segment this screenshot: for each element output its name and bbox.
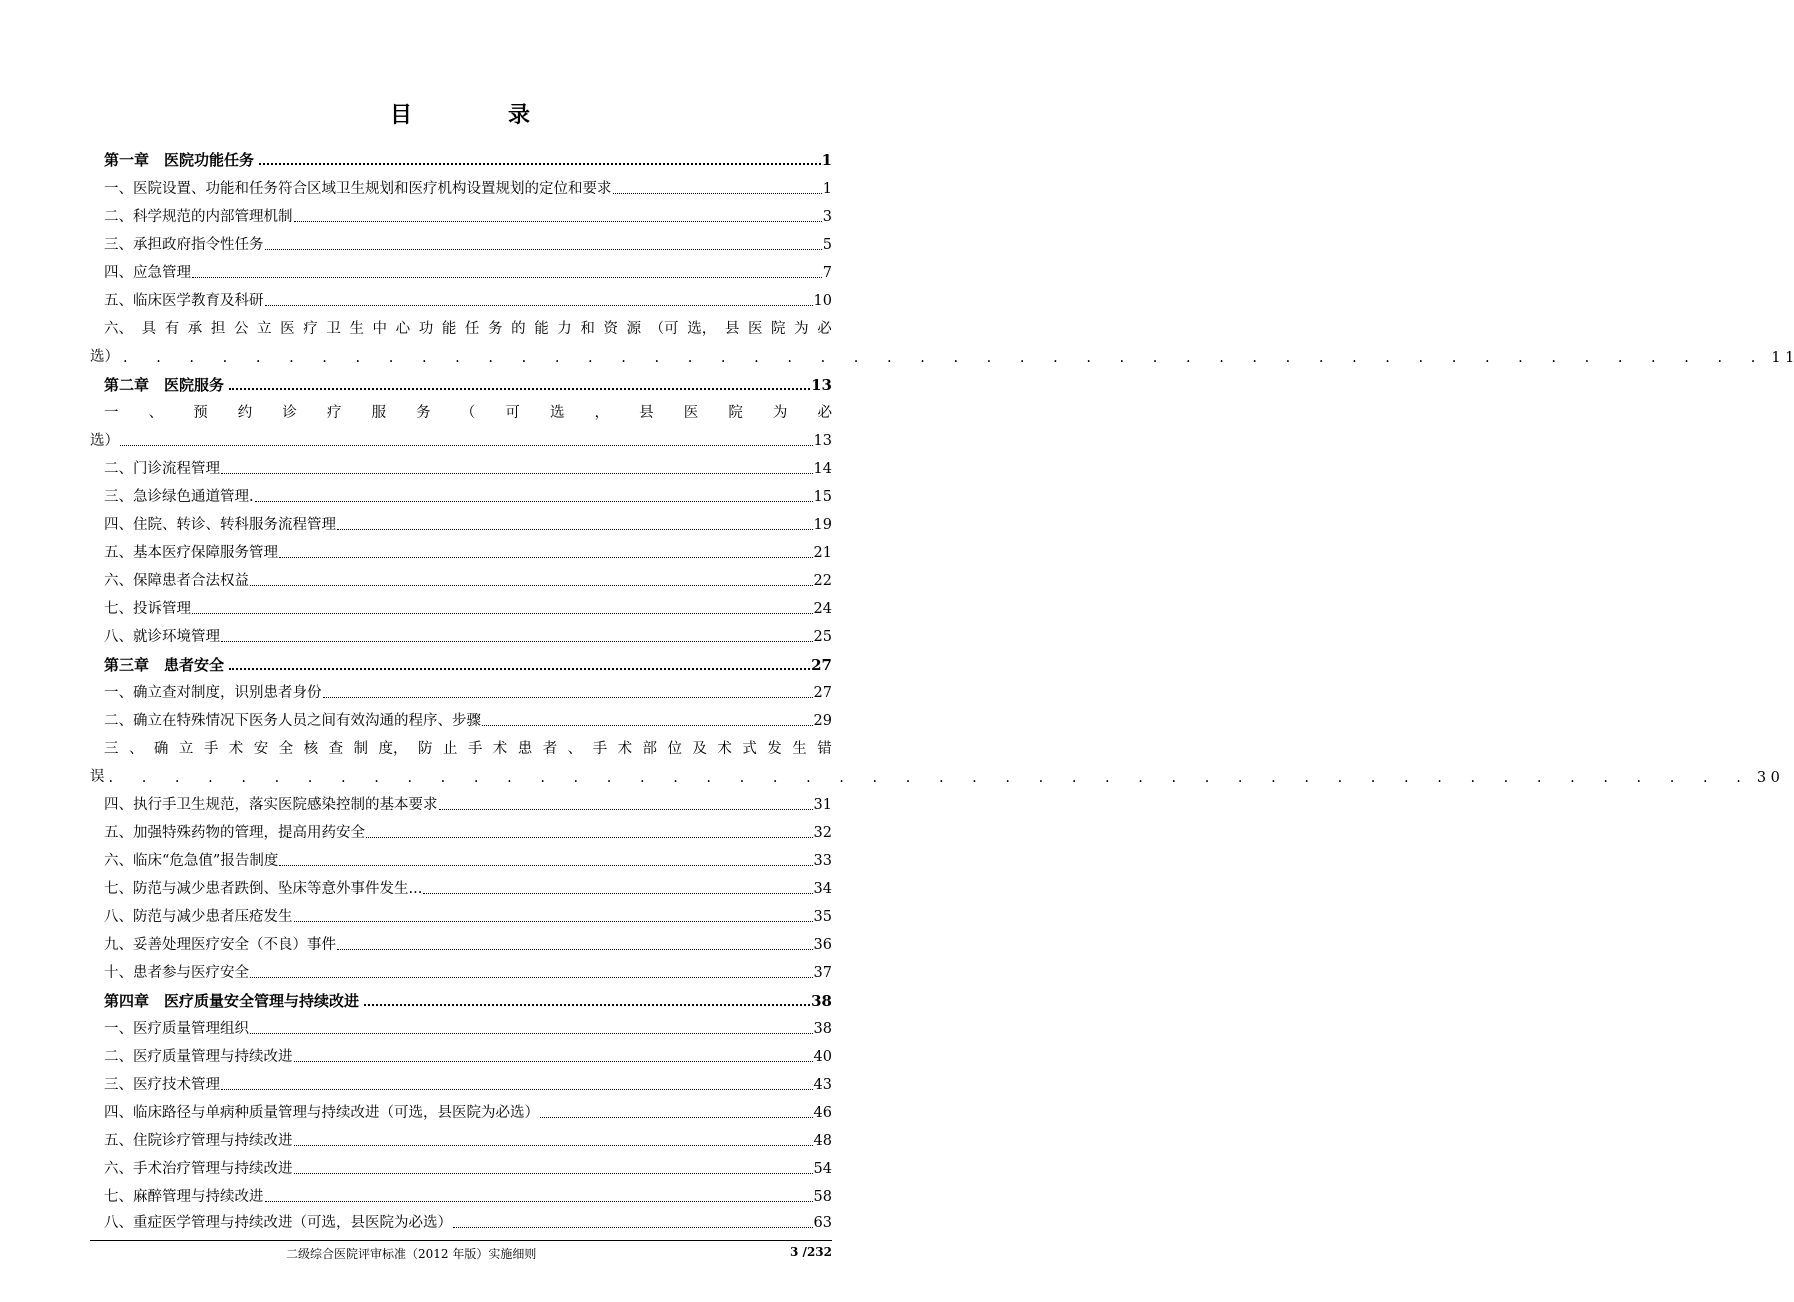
toc-label: 九、妥善处理医疗安全（不良）事件 <box>104 937 336 953</box>
justified-char: 、 <box>567 741 583 757</box>
toc-entry-continuation[interactable] <box>90 424 832 450</box>
leader-dots <box>250 585 813 586</box>
leader-dots <box>192 277 822 278</box>
justified-char: 查 <box>328 741 344 757</box>
toc-label: 七、麻醉管理与持续改进 <box>104 1189 264 1205</box>
justified-char: 错 <box>817 741 832 757</box>
leader-dots <box>250 977 813 978</box>
leader-dots <box>279 865 812 866</box>
toc-page: 37 <box>813 965 832 981</box>
toc-page: 1 1 <box>1771 350 1794 366</box>
leader-dots <box>294 221 822 222</box>
leader-dots <box>439 809 813 810</box>
toc-label: 选） <box>90 433 119 449</box>
toc-label: 五、加强特殊药物的管理，提高用药安全 <box>104 825 365 841</box>
justified-char: 生 <box>792 741 807 757</box>
toc-page: 13 <box>811 376 832 394</box>
toc-entry[interactable] <box>104 200 832 226</box>
toc-label: 第一章 医院功能任务 <box>104 151 255 169</box>
toc-entry[interactable] <box>104 788 832 814</box>
justified-char: 和 <box>580 321 595 337</box>
justified-char: 医 <box>747 321 763 337</box>
justified-char: 位 <box>667 741 682 757</box>
justified-char: 术 <box>492 741 508 757</box>
leader-dots: . . . . . . . . . . . . . . . . . . . . . . . . . . . . . . . . . . . . . . . . . . . . . . . . . . <box>123 350 1768 366</box>
leader-dots <box>265 1201 813 1202</box>
toc-label: 误 <box>90 769 105 785</box>
justified-char: （可 <box>649 321 679 337</box>
justified-char: 资 <box>603 321 618 337</box>
toc-page: 32 <box>813 825 832 841</box>
justified-char: 为 <box>772 405 788 421</box>
justified-char: 术 <box>617 741 633 757</box>
toc-label: 二、科学规范的内部管理机制 <box>104 209 293 225</box>
justified-char: 六、 <box>104 321 133 337</box>
justified-char: 、 <box>148 405 164 421</box>
toc-page: 58 <box>813 1189 832 1205</box>
justified-char: 确 <box>153 741 169 757</box>
justified-char: 能 <box>441 321 457 337</box>
justified-char: 度， <box>378 741 408 757</box>
toc-entry[interactable] <box>104 592 832 618</box>
toc-page: 3 <box>822 209 832 225</box>
toc-entry[interactable] <box>104 1096 832 1122</box>
toc-label: 二、医疗质量管理与持续改进 <box>104 1049 293 1065</box>
toc-page: 1 <box>822 181 832 197</box>
toc-label: 五、临床医学教育及科研 <box>104 293 264 309</box>
leader-dots <box>366 837 813 838</box>
justified-char: 任 <box>464 321 480 337</box>
toc-label: 八、防范与减少患者压疮发生 <box>104 909 293 925</box>
toc-page: 15 <box>813 489 832 505</box>
justified-char: 术 <box>228 741 244 757</box>
justified-char: 卫 <box>326 321 341 337</box>
leader-dots <box>259 163 821 165</box>
toc-entry[interactable] <box>104 928 832 954</box>
toc-label: 四、执行手卫生规范，落实医院感染控制的基本要求 <box>104 797 438 813</box>
page-footer <box>90 1240 832 1263</box>
leader-dots <box>453 1227 813 1228</box>
toc-chapter-3[interactable] <box>104 648 832 674</box>
justified-char: 心 <box>395 321 411 337</box>
justified-char: 手 <box>203 741 219 757</box>
justified-char: ， <box>594 405 610 421</box>
toc-entry-justified-line[interactable] <box>104 732 832 758</box>
toc-entry[interactable] <box>104 564 832 590</box>
justified-char: 部 <box>642 741 658 757</box>
leader-dots <box>221 1089 813 1090</box>
toc-page: 3 0 <box>1756 770 1780 786</box>
justified-char: 核 <box>303 741 319 757</box>
justified-char: 式 <box>742 741 757 757</box>
toc-entry[interactable] <box>104 228 832 254</box>
toc-page: 43 <box>813 1077 832 1093</box>
toc-page: 54 <box>813 1161 832 1177</box>
leader-dots <box>337 529 813 530</box>
leader-dots <box>279 557 813 558</box>
toc-page: 5 <box>822 237 832 253</box>
justified-char: 具 <box>141 321 157 337</box>
toc-page: 34 <box>813 881 832 897</box>
justified-char: 院 <box>771 321 786 337</box>
justified-char: 医 <box>683 405 699 421</box>
toc-label: 三、医疗技术管理 <box>104 1077 220 1093</box>
toc-entry[interactable] <box>104 704 832 730</box>
toc-page: 14 <box>813 461 832 477</box>
justified-char: 担 <box>210 321 226 337</box>
justified-char: 可 <box>505 405 520 421</box>
leader-dots <box>229 388 810 390</box>
toc-label: 六、临床“危急值”报告制度 <box>104 853 279 869</box>
justified-char: 县 <box>724 321 740 337</box>
toc-label: 二、确立在特殊情况下医务人员之间有效沟通的程序、步骤 <box>104 713 481 729</box>
toc-label: 一、医疗质量管理组织 <box>104 1021 249 1037</box>
justified-char: 手 <box>467 741 483 757</box>
justified-char: 的 <box>511 321 526 337</box>
toc-entry[interactable] <box>104 1068 832 1094</box>
toc-chapter-2[interactable] <box>104 368 832 394</box>
justified-char: 力 <box>557 321 572 337</box>
justified-char: 止 <box>442 741 458 757</box>
justified-char: 必 <box>817 321 832 337</box>
justified-char: 为 <box>794 321 809 337</box>
justified-char: 中 <box>372 321 388 337</box>
leader-dots <box>250 1033 813 1034</box>
toc-entry[interactable] <box>104 536 832 562</box>
toc-label: 五、基本医疗保障服务管理 <box>104 545 278 561</box>
toc-label: 五、住院诊疗管理与持续改进 <box>104 1133 293 1149</box>
toc-entry[interactable] <box>104 676 832 702</box>
leader-dots <box>255 501 813 502</box>
toc-entry[interactable] <box>104 508 832 534</box>
leader-dots <box>323 697 813 698</box>
toc-page: 1 <box>821 151 832 169</box>
toc-label: 三、急诊绿色通道管理. <box>104 489 254 505</box>
justified-char: 源 <box>626 321 642 337</box>
toc-entry[interactable] <box>104 1180 832 1206</box>
leader-dots: . . . . . . . . . . . . . . . . . . . . . . . . . . . . . . . . . . . . . . . . . . . . . . . . . . <box>108 770 1753 786</box>
toc-label: 七、投诉管理 <box>104 601 191 617</box>
justified-char: 手 <box>592 741 608 757</box>
toc-page: 35 <box>813 909 832 925</box>
leader-dots <box>337 949 813 950</box>
justified-char: 立 <box>178 741 194 757</box>
toc-label: 一、确立查对制度，识别患者身份 <box>104 685 322 701</box>
leader-dots <box>221 473 813 474</box>
justified-char: 患 <box>517 741 533 757</box>
toc-label: 选） <box>90 349 119 365</box>
justified-char: 者 <box>542 741 558 757</box>
toc-chapter-1[interactable] <box>104 143 832 169</box>
justified-char: 承 <box>187 321 203 337</box>
leader-dots <box>482 725 813 726</box>
toc-page: 27 <box>813 685 832 701</box>
justified-char: 全 <box>278 741 294 757</box>
toc-page: 38 <box>811 992 832 1010</box>
toc-entry[interactable] <box>104 256 832 282</box>
justified-char: 诊 <box>282 405 297 421</box>
toc-page: 29 <box>813 713 832 729</box>
toc-chapter-4[interactable] <box>104 984 832 1010</box>
toc-page: 40 <box>813 1049 832 1065</box>
toc-page: 13 <box>813 433 832 449</box>
toc-page: 10 <box>813 293 832 309</box>
footer-page-number: 3 /232 <box>790 1245 832 1259</box>
leader-dots <box>221 641 813 642</box>
toc-label: 八、重症医学管理与持续改进（可选，县医院为必选） <box>104 1215 452 1231</box>
toc-title <box>0 98 920 129</box>
toc-entry-continuation[interactable] <box>90 760 1780 786</box>
title-char-1: 目 <box>389 102 412 128</box>
justified-char: 功 <box>418 321 434 337</box>
leader-dots <box>265 305 813 306</box>
toc-page: 24 <box>813 601 832 617</box>
title-char-2: 录 <box>508 102 531 128</box>
leader-dots <box>192 613 813 614</box>
justified-char: 疗 <box>326 405 342 421</box>
toc-entry[interactable] <box>104 452 832 478</box>
toc-entry[interactable] <box>104 900 832 926</box>
toc-entry[interactable] <box>104 1124 832 1150</box>
justified-char: 必 <box>817 405 832 421</box>
toc-page: 38 <box>813 1021 832 1037</box>
justified-char: 一 <box>104 405 119 421</box>
toc-label: 六、手术治疗管理与持续改进 <box>104 1161 293 1177</box>
toc-entry[interactable] <box>104 1040 832 1066</box>
justified-char: 有 <box>164 321 180 337</box>
leader-dots <box>294 1145 813 1146</box>
leader-dots <box>423 893 812 894</box>
toc-page: 27 <box>811 656 832 674</box>
justified-char: 选 <box>549 405 565 421</box>
toc-label: 一、医院设置、功能和任务符合区域卫生规划和医疗机构设置规划的定位和要求 <box>104 181 612 197</box>
toc-entry-justified-line[interactable] <box>104 396 832 422</box>
leader-dots <box>294 1173 813 1174</box>
toc-entry[interactable] <box>104 1152 832 1178</box>
justified-char: 术 <box>717 741 732 757</box>
toc-page: 22 <box>813 573 832 589</box>
leader-dots <box>294 921 813 922</box>
justified-char: 务 <box>488 321 503 337</box>
toc-label: 六、保障患者合法权益 <box>104 573 249 589</box>
toc-entry[interactable] <box>104 1206 832 1232</box>
justified-char: 能 <box>534 321 549 337</box>
toc-page: 33 <box>813 853 832 869</box>
leader-dots <box>120 445 813 446</box>
leader-dots <box>540 1117 813 1118</box>
toc-entry[interactable] <box>104 480 832 506</box>
toc-page: 7 <box>822 265 832 281</box>
toc-label: 第三章 患者安全 <box>104 656 225 674</box>
toc-label: 八、就诊环境管理 <box>104 629 220 645</box>
footer-doc-title: 二级综合医院评审标准（2012 年版）实施细则 <box>286 1247 537 1261</box>
toc-entry[interactable] <box>104 844 832 870</box>
justified-char: 防 <box>417 741 433 757</box>
justified-char: 生 <box>349 321 364 337</box>
justified-char: 预 <box>193 405 208 421</box>
toc-label: 七、防范与减少患者跌倒、坠床等意外事件发生... <box>104 881 423 897</box>
justified-char: 发 <box>767 741 782 757</box>
toc-label: 二、门诊流程管理 <box>104 461 220 477</box>
justified-char: 疗 <box>303 321 318 337</box>
toc-entry[interactable] <box>104 620 832 646</box>
justified-char: 制 <box>353 741 369 757</box>
justified-char: 服 <box>371 405 387 421</box>
toc-label: 四、应急管理 <box>104 265 191 281</box>
toc-entry[interactable] <box>104 1012 832 1038</box>
leader-dots <box>613 193 822 194</box>
toc-page: 63 <box>813 1215 832 1231</box>
toc-entry[interactable] <box>104 816 832 842</box>
toc-entry-justified-line[interactable] <box>104 312 832 338</box>
toc-label: 三、承担政府指令性任务 <box>104 237 264 253</box>
toc-page: 19 <box>813 517 832 533</box>
toc-page: 31 <box>813 797 832 813</box>
toc-page: 25 <box>813 629 832 645</box>
leader-dots <box>265 249 822 250</box>
justified-char: 务 <box>416 405 431 421</box>
leader-dots <box>229 668 810 670</box>
justified-char: 医 <box>280 321 295 337</box>
leader-dots <box>364 1004 810 1006</box>
toc-entry[interactable] <box>104 956 832 982</box>
justified-char: 三 <box>104 741 119 757</box>
justified-char: 选， <box>687 321 717 337</box>
toc-entry[interactable] <box>104 872 832 898</box>
justified-char: 公 <box>233 321 249 337</box>
toc-entry-continuation[interactable] <box>90 340 1794 366</box>
justified-char: 县 <box>639 405 654 421</box>
justified-char: （ <box>460 405 476 421</box>
toc-label: 第二章 医院服务 <box>104 376 225 394</box>
toc-page: 21 <box>813 545 832 561</box>
justified-char: 安 <box>253 741 269 757</box>
justified-char: 院 <box>728 405 743 421</box>
toc-entry[interactable] <box>104 284 832 310</box>
justified-char: 、 <box>128 741 144 757</box>
toc-label: 十、患者参与医疗安全 <box>104 965 249 981</box>
leader-dots <box>294 1061 813 1062</box>
justified-char: 约 <box>237 405 253 421</box>
toc-label: 四、临床路径与单病种质量管理与持续改进（可选，县医院为必选） <box>104 1105 539 1121</box>
toc-entry[interactable] <box>104 172 832 198</box>
toc-label: 四、住院、转诊、转科服务流程管理 <box>104 517 336 533</box>
justified-char: 立 <box>257 321 272 337</box>
toc-page: 48 <box>813 1133 832 1149</box>
justified-char: 及 <box>692 741 707 757</box>
toc-page: 36 <box>813 937 832 953</box>
toc-label: 第四章 医疗质量安全管理与持续改进 <box>104 992 360 1010</box>
toc-page: 46 <box>813 1105 832 1121</box>
